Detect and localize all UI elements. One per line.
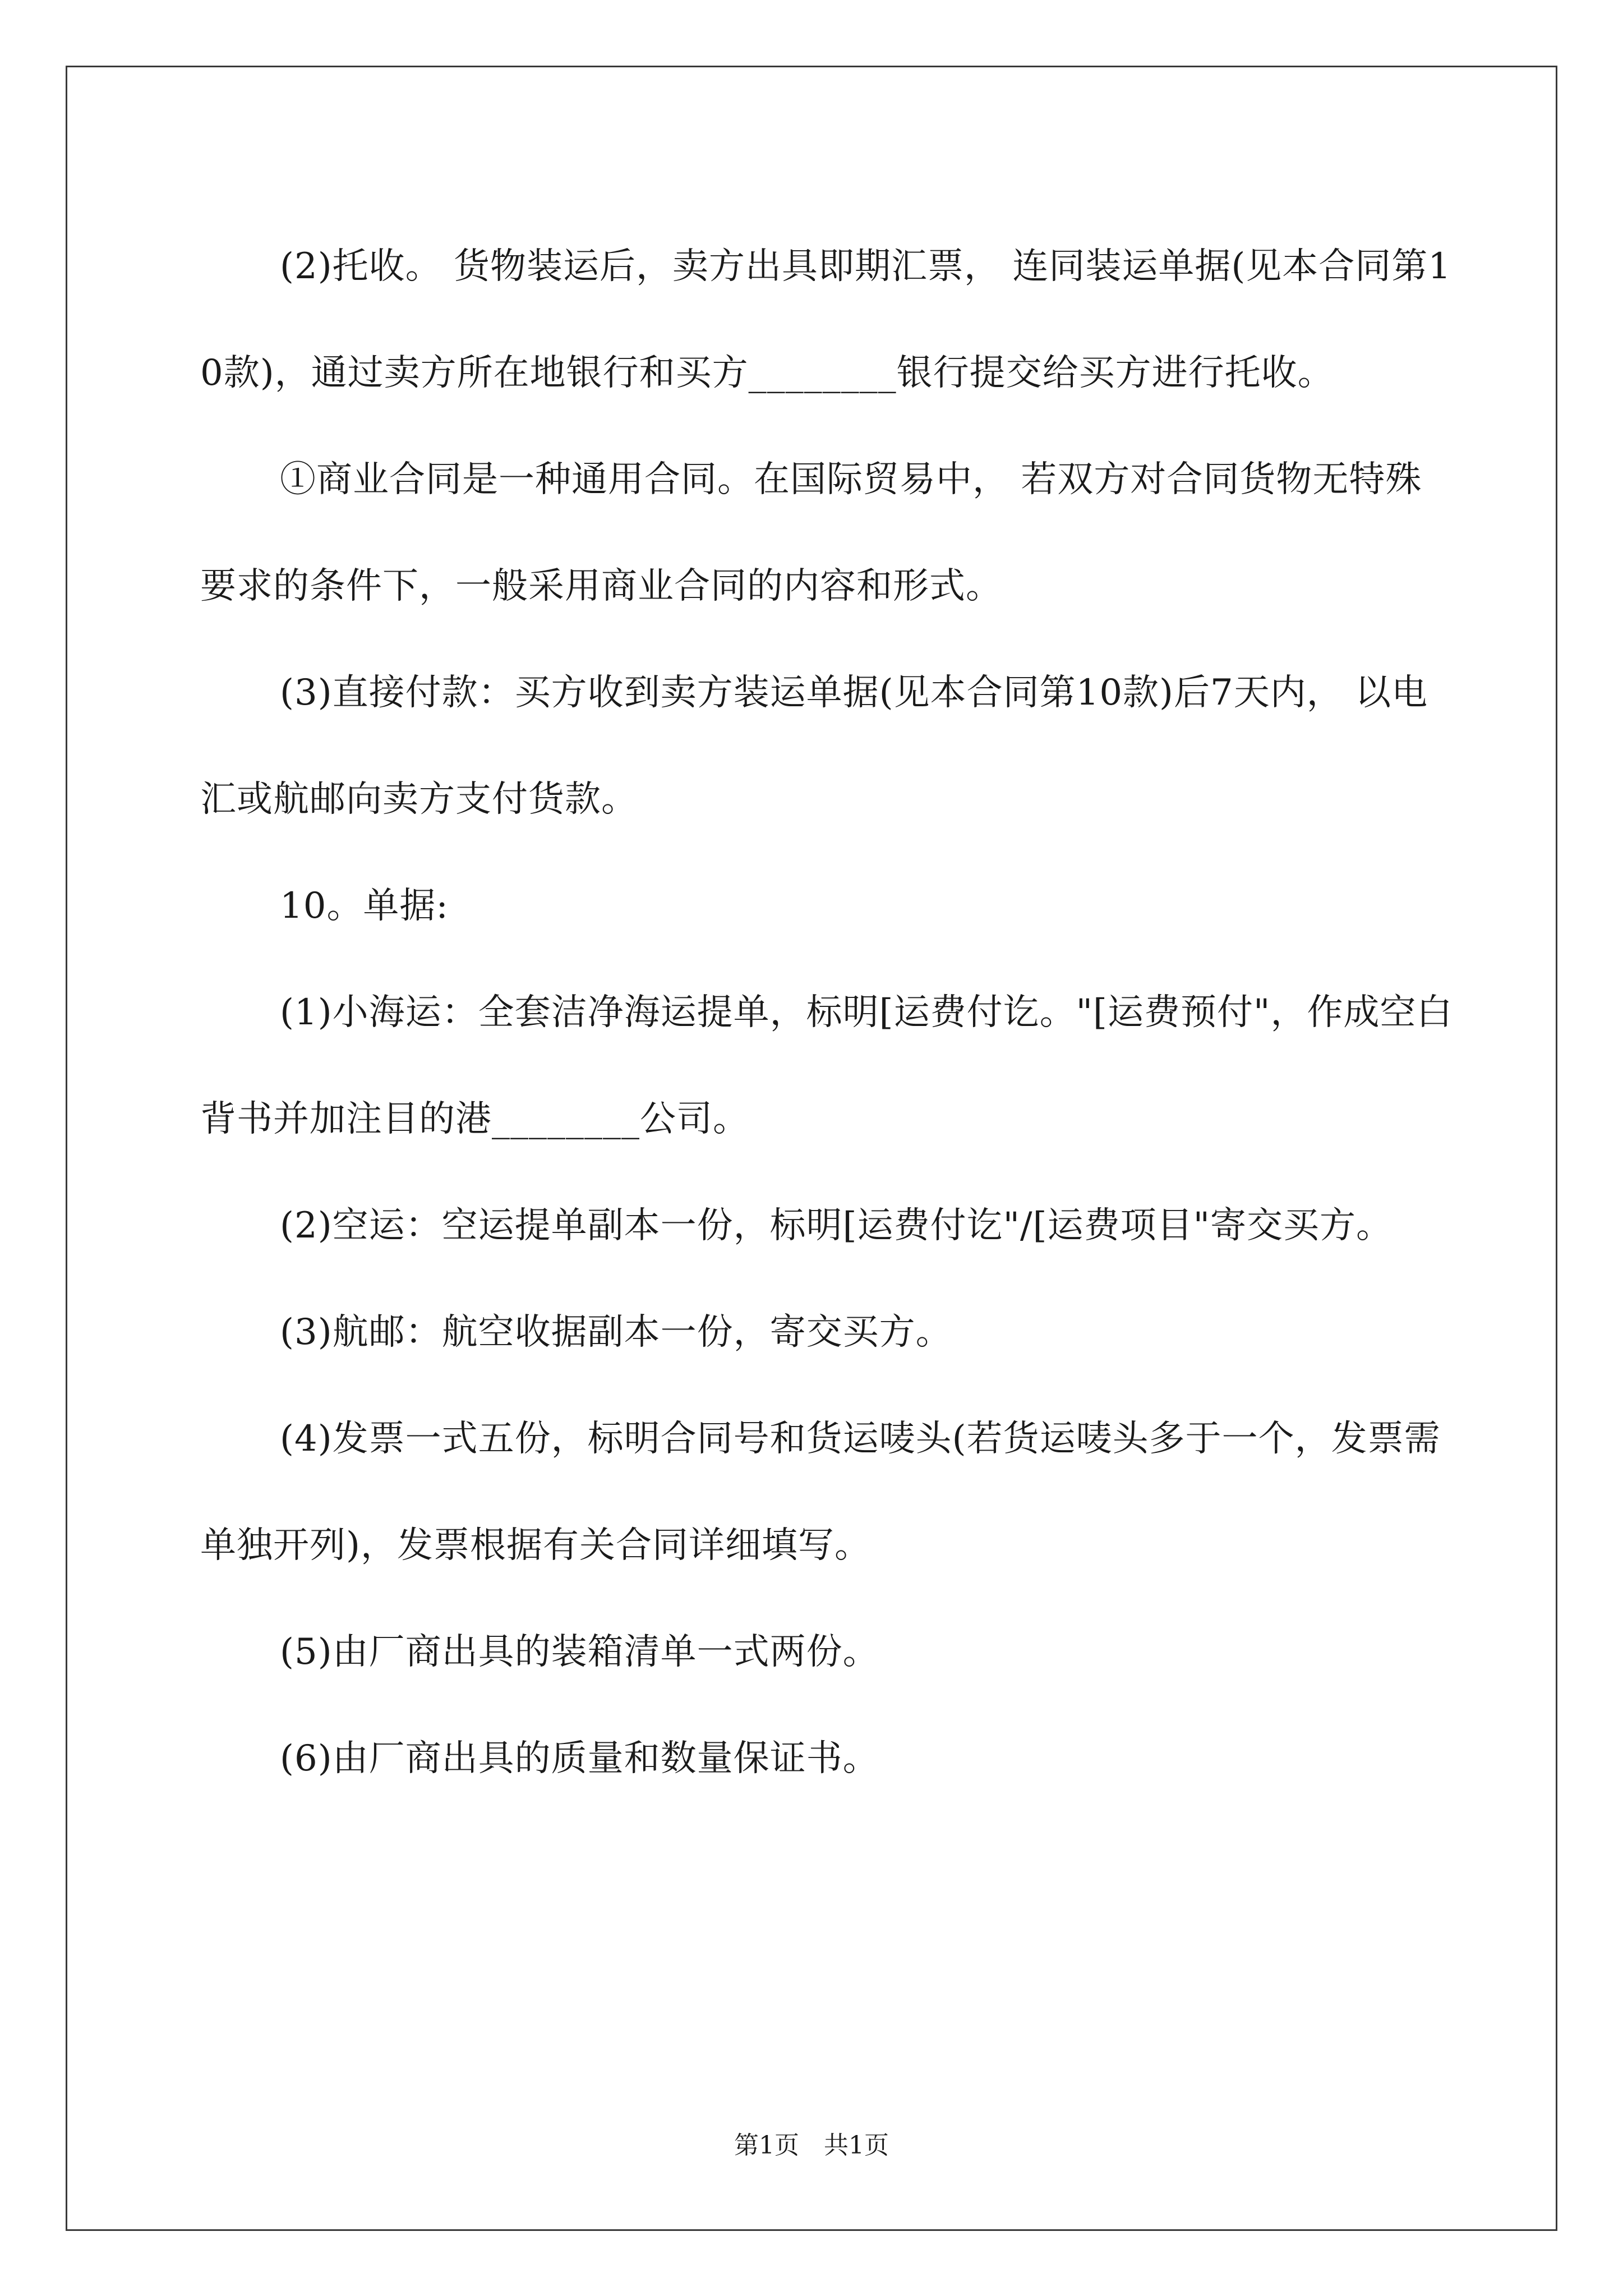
- paragraph-packing-list: (5)由厂商出具的装箱清单一式两份。: [280, 1631, 879, 1673]
- page-number-footer: 第1页 共1页: [734, 2131, 889, 2160]
- paragraph-quality-certificate: (6)由厂商出具的质量和数量保证书。: [280, 1738, 879, 1779]
- paragraph-air-mail: (3)航邮：航空收据副本一份，寄交买方。: [280, 1312, 952, 1353]
- paragraph-collection: (2)托收。 货物装运后，卖方出具即期汇票， 连同装运单据(见本合同第10款)，通过卖方所在地银行和买方________银行提交给买方进行托收。: [200, 246, 1452, 394]
- paragraph-commercial-contract-note: ①商业合同是一种通用合同。在国际贸易中， 若双方对合同货物无特殊要求的条件下，一般采用商业合同的内容和形式。: [200, 459, 1422, 607]
- paragraph-sea-freight: (1)小海运：全套洁净海运提单，标明[运费付讫。"[运费预付"，作成空白背书并加注目的港________公司。: [200, 992, 1453, 1140]
- paragraph-invoice: (4)发票一式五份，标明合同号和货运唛头(若货运唛头多于一个，发票需单独开列)，发票根据有关合同详细填写。: [200, 1418, 1441, 1566]
- paragraph-air-freight: (2)空运：空运提单副本一份，标明[运费付讫"/[运费项目"寄交买方。: [280, 1205, 1393, 1246]
- paragraph-direct-payment: (3)直接付款：买方收到卖方装运单据(见本合同第10款)后7天内， 以电汇或航邮向卖方支付货款。: [200, 672, 1428, 820]
- section-heading-documents: 10。单据:: [280, 885, 449, 927]
- document-body: [200, 213, 1456, 1812]
